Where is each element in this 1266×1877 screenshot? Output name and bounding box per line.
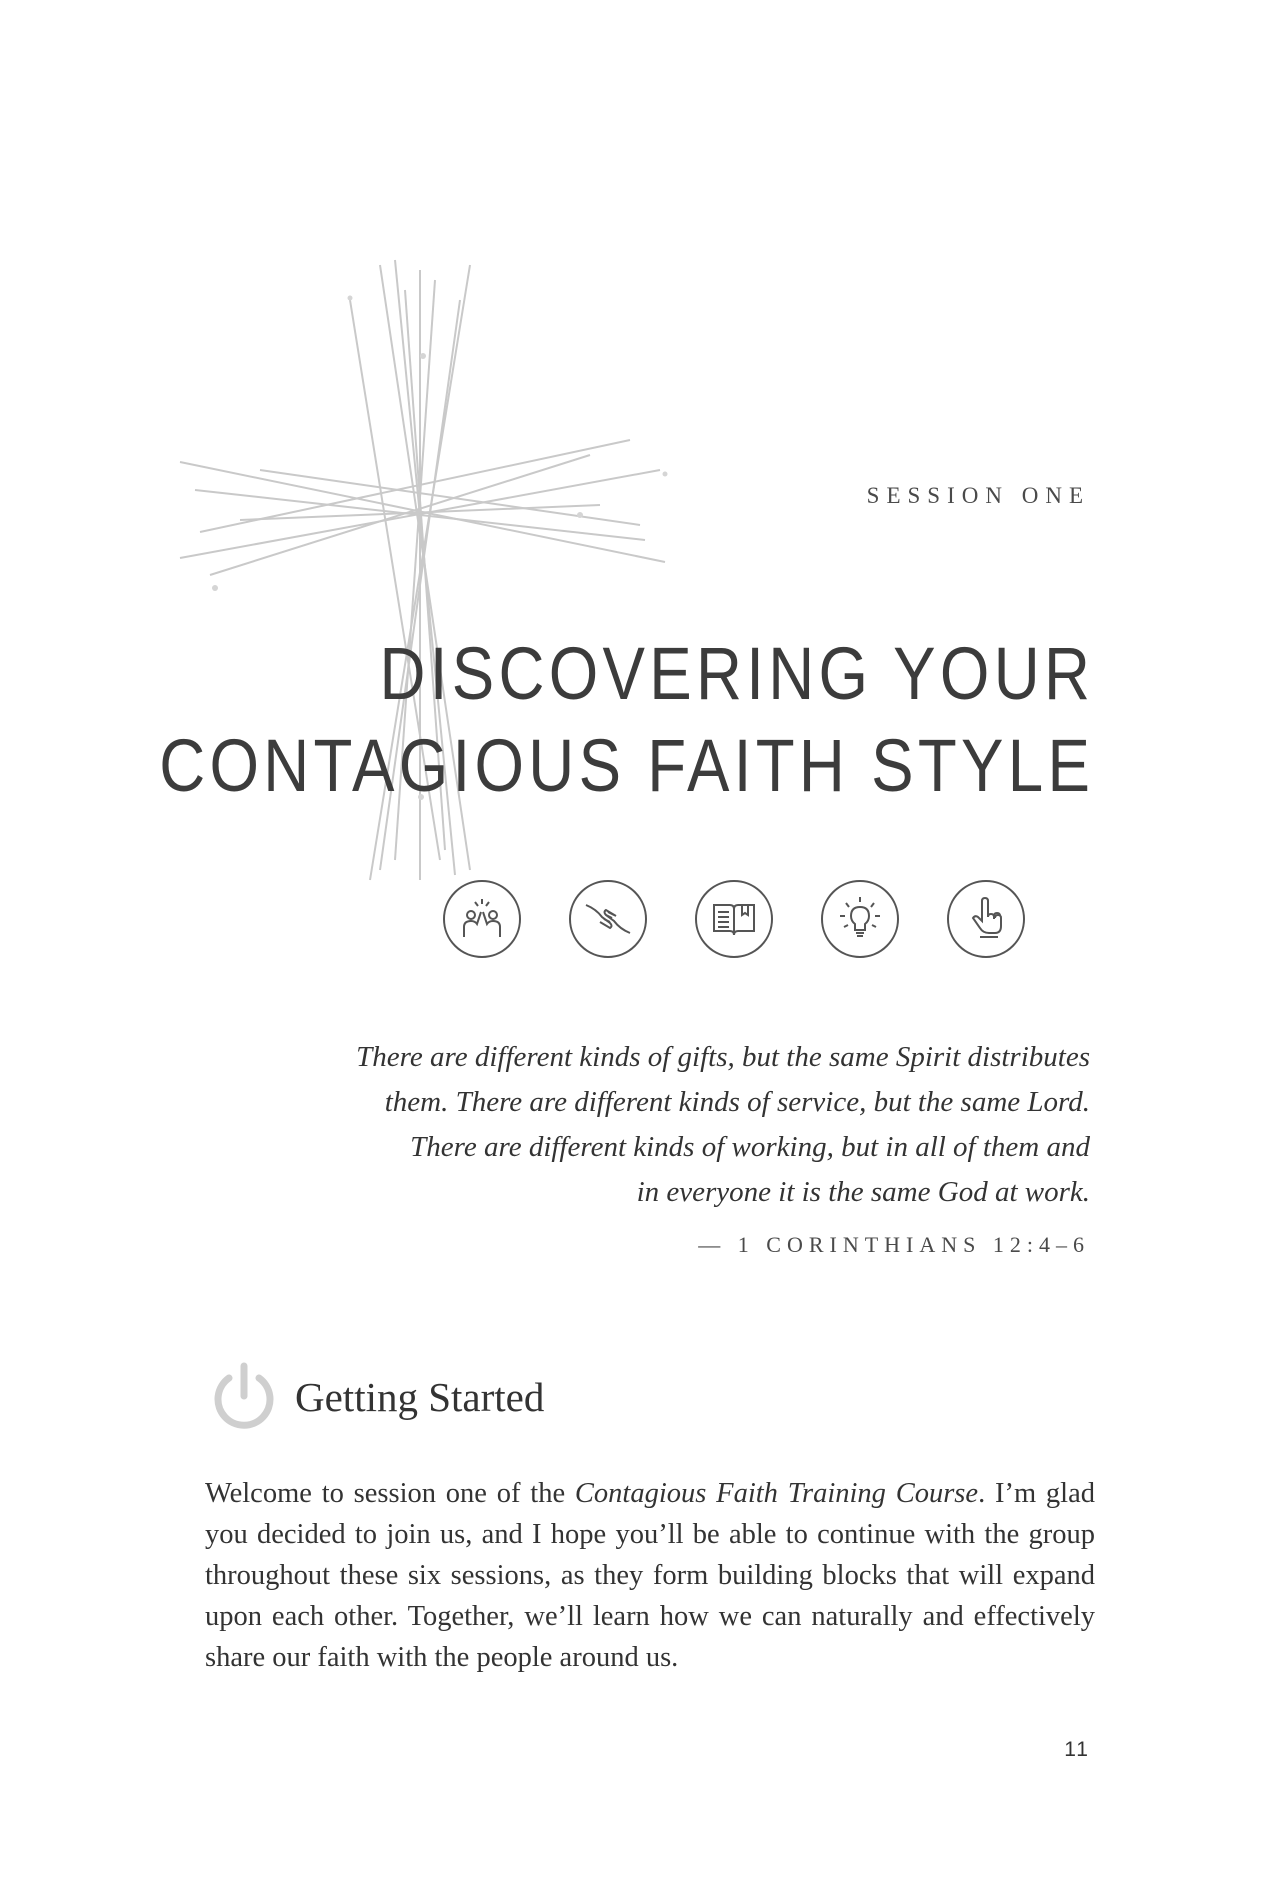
high-five-people-icon: [443, 880, 521, 958]
body-text-start: Welcome to session one of the: [205, 1478, 575, 1509]
faith-style-icons: [443, 880, 1083, 970]
helping-hands-icon: [569, 880, 647, 958]
course-title-italic: Contagious Faith Training Course: [574, 1478, 979, 1509]
epigraph-line: in everyone it is the same God at work.: [636, 1176, 1090, 1208]
chapter-title: [159, 628, 1094, 812]
lightbulb-icon: [821, 880, 899, 958]
epigraph-line: There are different kinds of gifts, but the same Spirit distributes: [356, 1041, 1090, 1073]
epigraph-line: them. There are different kinds of service, but the same Lord.: [384, 1086, 1090, 1118]
body-text-end: . I’m glad you decided to join us, and I hope you’ll be able to continue with the group throughout these six sessions, as they form building blocks that will expand upon each other. Together, we’ll learn how we can naturally and effectively share our faith with the people around us.: [205, 1478, 1096, 1673]
epigraph-reference: — 1 CORINTHIANS 12:4–6: [698, 1232, 1090, 1257]
pointing-hand-icon: [947, 880, 1025, 958]
section-heading: [205, 1358, 544, 1436]
section-title: Getting Started: [295, 1374, 545, 1420]
epigraph-quote: [270, 1035, 1090, 1215]
session-label: SESSION ONE: [866, 483, 1090, 508]
power-icon: [205, 1358, 283, 1436]
body-paragraph: [205, 1473, 1095, 1678]
chapter-title-line-1: DISCOVERING YOUR: [379, 632, 1094, 715]
chapter-title-line-2: CONTAGIOUS FAITH STYLE: [158, 724, 1094, 807]
epigraph-line: There are different kinds of working, but in all of them and: [410, 1131, 1090, 1163]
page-number: 11: [1064, 1738, 1090, 1761]
open-book-icon: [695, 880, 773, 958]
